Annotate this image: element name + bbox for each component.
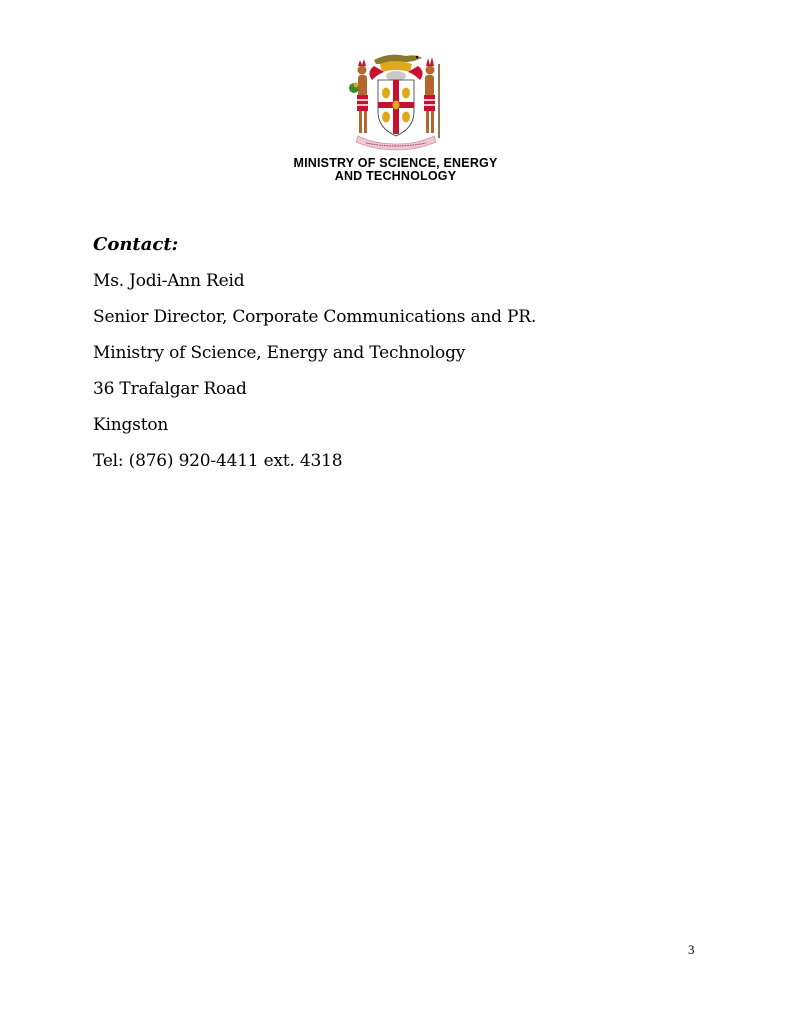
contact-city: Kingston bbox=[93, 415, 169, 435]
contact-street-address: 36 Trafalgar Road bbox=[93, 379, 247, 399]
contact-heading: Contact: bbox=[93, 234, 179, 255]
jamaica-coat-of-arms-icon bbox=[344, 50, 448, 152]
page-number: 3 bbox=[688, 942, 695, 957]
contact-title: Senior Director, Corporate Communications and PR. bbox=[93, 307, 537, 327]
ministry-name-line2: AND TECHNOLOGY bbox=[334, 169, 457, 183]
letterhead bbox=[0, 50, 791, 183]
contact-telephone: Tel: (876) 920-4411 ext. 4318 bbox=[93, 451, 343, 471]
contact-block bbox=[93, 232, 733, 484]
ministry-name-line1: MINISTRY OF SCIENCE, ENERGY bbox=[293, 156, 498, 170]
contact-organization: Ministry of Science, Energy and Technology bbox=[93, 343, 466, 363]
contact-name: Ms. Jodi-Ann Reid bbox=[93, 271, 245, 291]
ministry-name bbox=[0, 157, 791, 183]
